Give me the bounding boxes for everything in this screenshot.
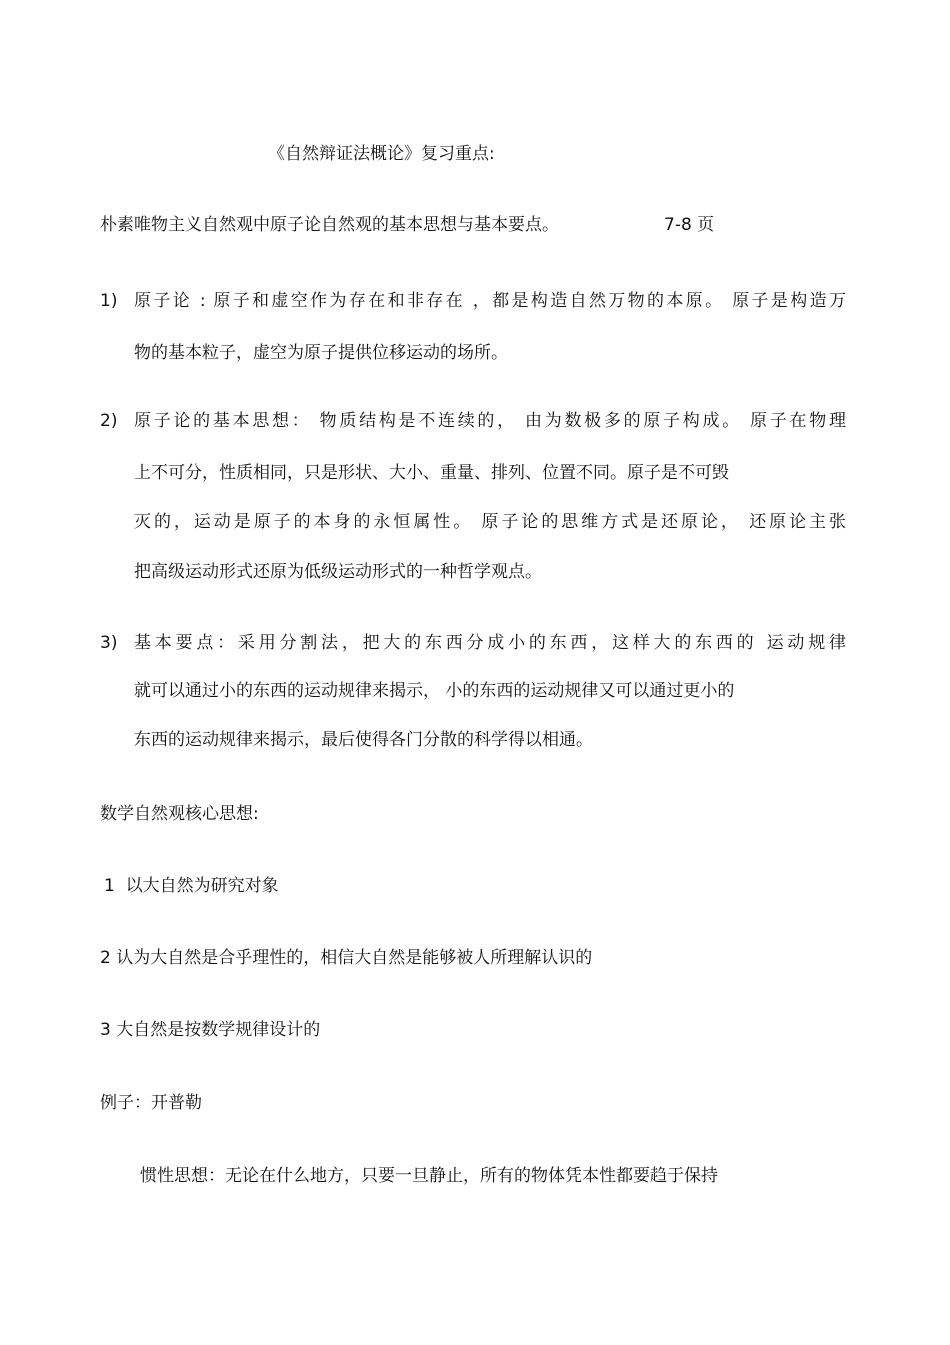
point-1-line-2: 物的基本粒子，虚空为原子提供位移运动的场所。	[134, 343, 508, 363]
math-item-3: 3 大自然是按数学规律设计的	[100, 1020, 321, 1040]
point-2-line-3: 灭的，运动是原子的本身的永恒属性。 原子论的思维方式是还原论， 还原论主张	[134, 512, 846, 532]
point-2-line-4: 把高级运动形式还原为低级运动形式的一种哲学观点。	[134, 562, 542, 582]
point-1-number: 1)	[100, 291, 118, 311]
document-title: 《自然辩证法概论》复习重点:	[268, 144, 495, 164]
point-2-text	[134, 410, 846, 583]
point-1-line-1: 原子论 : 原子和虚空作为存在和非存在 ，都是构造自然万物的本原。 原子是构造万	[134, 291, 846, 311]
point-3-number: 3)	[100, 633, 118, 653]
example-label: 例子：开普勒	[100, 1093, 202, 1113]
point-3-line-2: 就可以通过小的东西的运动规律来揭示， 小的东西的运动规律又可以通过更小的	[134, 681, 735, 701]
intro-question: 朴素唯物主义自然观中原子论自然观的基本思想与基本要点。	[100, 215, 559, 235]
point-2-number: 2)	[100, 411, 118, 431]
inertia-statement: 惯性思想：无论在什么地方，只要一旦静止，所有的物体凭本性都要趋于保持	[140, 1166, 718, 1186]
point-3-line-3: 东西的运动规律来揭示，最后使得各门分散的科学得以相通。	[134, 730, 593, 750]
math-item-1: 1 以大自然为研究对象	[104, 876, 279, 896]
point-2-line-1: 原子论的基本思想： 物质结构是不连续的， 由为数极多的原子构成。 原子在物理	[134, 411, 846, 431]
point-3-text	[134, 632, 846, 751]
math-item-2: 2 认为大自然是合乎理性的，相信大自然是能够被人所理解认识的	[100, 948, 593, 968]
math-view-heading: 数学自然观核心思想:	[100, 804, 259, 824]
point-2-line-2: 上不可分，性质相同，只是形状、大小、重量、排列、位置不同。原子是不可毁	[134, 463, 729, 483]
page-reference: 7-8 页	[664, 215, 715, 235]
point-3-line-1: 基本要点：采用分割法，把大的东西分成小的东西，这样大的东西的 运动规律	[134, 633, 846, 653]
point-1-text	[134, 290, 846, 364]
